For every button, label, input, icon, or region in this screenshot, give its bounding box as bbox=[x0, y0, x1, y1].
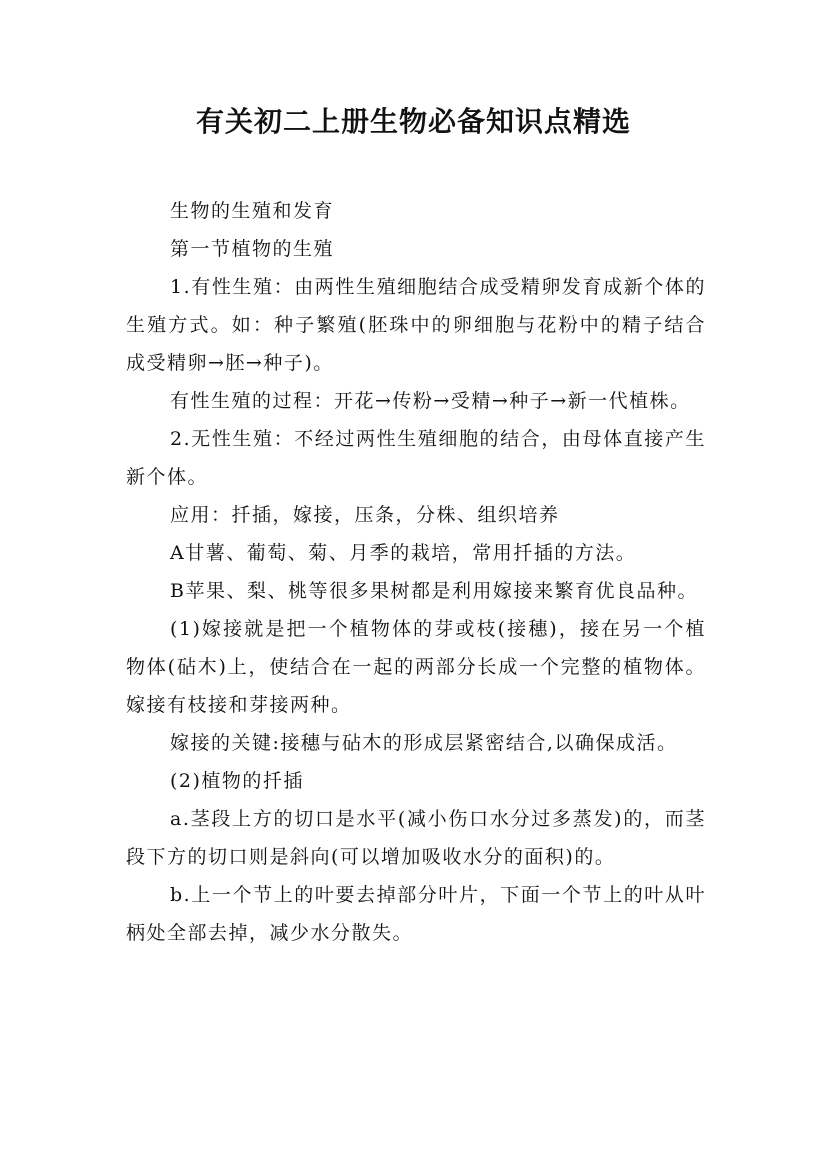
page-title: 有关初二上册生物必备知识点精选 bbox=[195, 105, 631, 138]
paragraph: A甘薯、葡萄、菊、月季的栽培，常用扦插的方法。 bbox=[170, 542, 637, 564]
paragraph: 应用：扦插，嫁接，压条，分株、组织培养 bbox=[170, 504, 560, 526]
paragraph: a.茎段上方的切口是水平(减小伤口水分过多蒸发)的，而茎段下方的切口则是斜向(可以增加吸收水分的面积)的。 bbox=[126, 808, 706, 868]
paragraph: b.上一个节上的叶要去掉部分叶片，下面一个节上的叶从叶柄处全部去掉，减少水分散失。 bbox=[126, 884, 706, 944]
paragraph: 1.有性生殖：由两性生殖细胞结合成受精卵发育成新个体的生殖方式。如：种子繁殖(胚珠中的卵细胞与花粉中的精子结合成受精卵→胚→种子)。 bbox=[126, 276, 706, 374]
document-body bbox=[126, 192, 706, 952]
paragraph: (2)植物的扦插 bbox=[170, 770, 304, 792]
paragraph: 嫁接的关键:接穗与砧木的形成层紧密结合,以确保成活。 bbox=[170, 732, 678, 754]
paragraph: B苹果、梨、桃等很多果树都是利用嫁接来繁育优良品种。 bbox=[170, 580, 698, 602]
paragraph: 有性生殖的过程：开花→传粉→受精→种子→新一代植株。 bbox=[170, 390, 691, 412]
paragraph: (1)嫁接就是把一个植物体的芽或枝(接穗)，接在另一个植物体(砧木)上，使结合在一起的两部分长成一个完整的植物体。嫁接有枝接和芽接两种。 bbox=[126, 618, 706, 716]
subsection-heading: 第一节植物的生殖 bbox=[170, 238, 335, 260]
section-heading: 生物的生殖和发育 bbox=[170, 200, 335, 222]
paragraph: 2.无性生殖：不经过两性生殖细胞的结合，由母体直接产生新个体。 bbox=[126, 428, 706, 488]
